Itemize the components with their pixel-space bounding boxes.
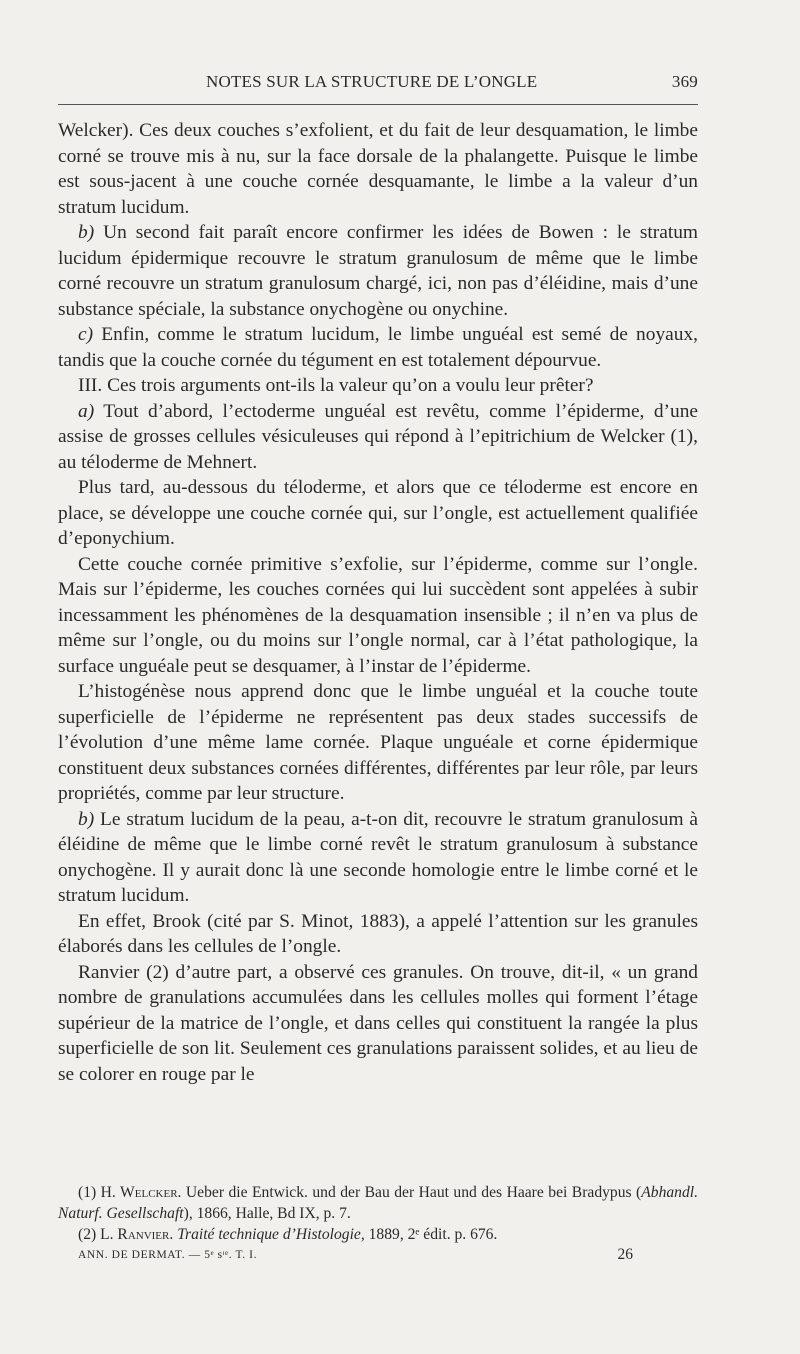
footnote: (1) H. Welcker. Ueber die Entwick. und der Bau der Haut und des Haare bei Bradypus (Abhandl. Naturf. Gesellschaft), 1866, Halle, Bd IX, p. 7. [58, 1184, 699, 1222]
footnotes [58, 1182, 698, 1245]
header-rule [58, 104, 698, 105]
paragraph: L’histogénèse nous apprend donc que le limbe unguéal et la couche toute superficielle de l’épiderme ne représentent pas deux stades successifs de l’évolution d’une même lame cornée. Plaque unguéale et corne épidermique constituent deux substances cornées différentes, différentes par leur rôle, par leurs propriétés, comme par leur structure. [58, 681, 698, 804]
list-label: c) [78, 324, 94, 345]
list-label: a) [78, 400, 95, 422]
paragraph: a) Tout d’abord, l’ectoderme unguéal est revêtu, comme l’épiderme, d’une assise de grosses cellules vésiculeuses qui répond à l’epitrichium de Welcker (1), au téloderme de Mehnert. [58, 400, 698, 473]
paragraph: Plus tard, au-dessous du téloderme, et alors que ce téloderme est encore en place, se développe une couche cornée qui, sur l’ongle, est actuellement qualifiée d’eponychium. [58, 477, 698, 549]
paragraph: b) Le stratum lucidum de la peau, a-t-on dit, recouvre le stratum granulosum à éléidine de même que le limbe corné revêt le stratum granulosum à substance onychogène. Il y aurait donc là une seconde homologie entre le limbe corné et le stratum lucidum. [58, 808, 698, 906]
running-title: NOTES SUR LA STRUCTURE DE L’ONGLE [206, 72, 538, 91]
page-number: 369 [671, 72, 698, 91]
paragraph: Cette couche cornée primitive s’exfolie, sur l’épiderme, comme sur l’ongle. Mais sur l’épiderme, les couches cornées qui lui succèdent sont appelées à subir incessamment les phénomènes de la desquamation insensible ; il n’en va plus de même sur l’ongle, ou du moins sur l’ongle normal, car à l’état pathologique, la surface unguéale peut se desquamer, à l’instar de l’épiderme. [58, 553, 698, 677]
footnote: (2) L. Ranvier. Traité technique d’Histologie, 1889, 2ᵉ édit. p. 676. [78, 1226, 498, 1243]
paragraph: Ranvier (2) d’autre part, a observé ces granules. On trouve, dit-il, « un grand nombre de granulations accumulées dans les cellules molles qui forment l’étage supérieur de la matrice de l’ongle, et dans celles qui constituent la rangée la plus superficielle de son lit. Seulement ces granulations paraissent solides, et au lieu de se colorer en rouge par le [58, 961, 698, 1085]
paragraph: III. Ces trois arguments ont-ils la valeur qu’on a voulu leur prêter? [78, 375, 594, 396]
list-label: b) [78, 222, 95, 243]
paragraph: En effet, Brook (cité par S. Minot, 1883), a appelé l’attention sur les granules élaborés dans les cellules de l’ongle. [58, 910, 698, 957]
list-label: b) [78, 808, 95, 830]
paragraph: Welcker). Ces deux couches s’exfolient, et du fait de leur desquamation, le limbe corné se trouve mis à nu, sur la face dorsale de la phalangette. Puisque le limbe est sous-jacent à une couche cornée desquamante, le limbe a la valeur d’un stratum lucidum. [58, 120, 698, 218]
running-header [58, 72, 698, 96]
paragraph: c) Enfin, comme le stratum lucidum, le limbe unguéal est semé de noyaux, tandis que la couche cornée du tégument en est totalement dépourvue. [58, 324, 698, 371]
main-text [58, 118, 698, 1087]
sheet-number: 26 [617, 1246, 633, 1263]
paragraph: b) Un second fait paraît encore confirmer les idées de Bowen : le stratum lucidum épidermique recouvre le stratum granulosum de même que le limbe corné recouvre un stratum granulosum chargé, ici, non pas d’éléidine, mais d’une substance spéciale, la substance onychogène ou onychine. [58, 222, 698, 320]
signature-line [78, 1246, 633, 1269]
journal-signature: ANN. DE DERMAT. — 5ᵉ sᶦᵉ. T. I. [78, 1249, 258, 1261]
